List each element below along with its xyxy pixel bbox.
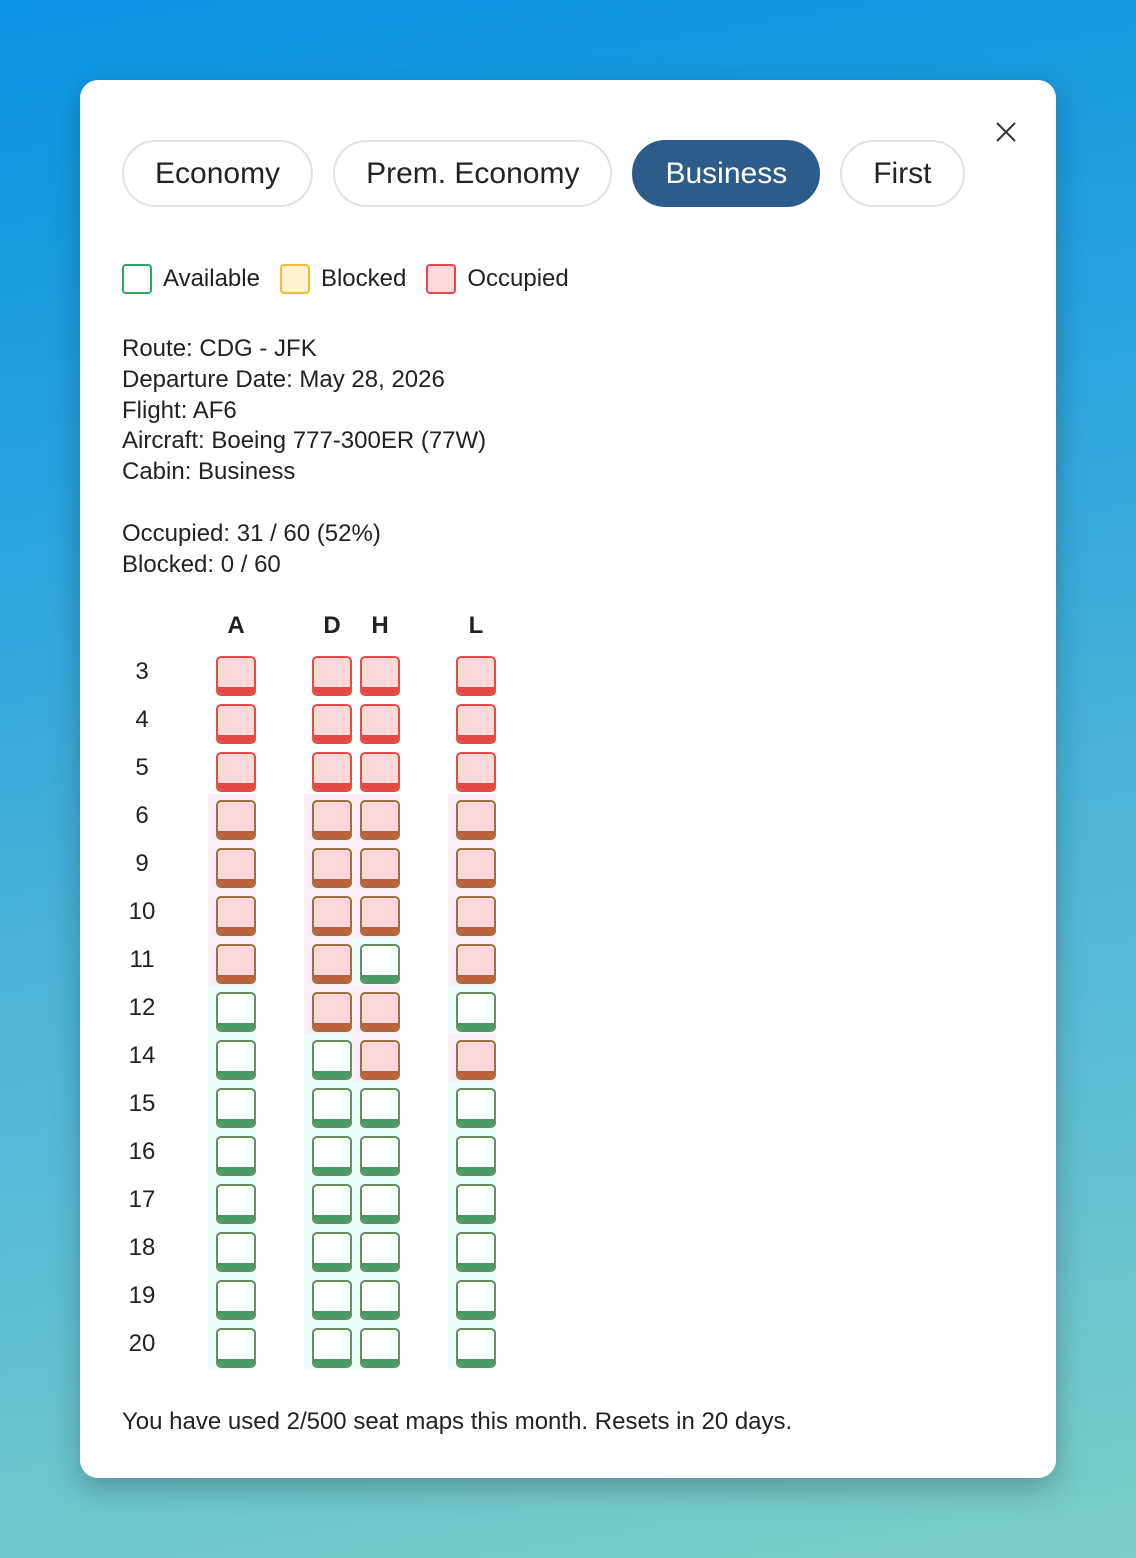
seat-20l-available[interactable] bbox=[456, 1328, 496, 1368]
seat-cell bbox=[448, 1034, 496, 1082]
seat-cell bbox=[352, 1226, 400, 1274]
seat-cell bbox=[448, 1082, 496, 1130]
seat-cell bbox=[304, 1130, 352, 1178]
seat-cell bbox=[304, 842, 352, 890]
seat-5l-occupied[interactable] bbox=[456, 752, 496, 792]
seat-11d-occupied[interactable] bbox=[312, 944, 352, 984]
flight-text: Flight: AF6 bbox=[122, 396, 237, 424]
seat-cell bbox=[208, 698, 256, 746]
row-number: 20 bbox=[128, 1330, 156, 1357]
seat-16l-available[interactable] bbox=[456, 1136, 496, 1176]
seat-cell bbox=[352, 938, 400, 986]
cabin-tabs bbox=[122, 140, 965, 207]
seat-cell bbox=[304, 1082, 352, 1130]
seat-10a-occupied[interactable] bbox=[216, 896, 256, 936]
seat-row bbox=[80, 794, 580, 842]
seat-cell bbox=[352, 1082, 400, 1130]
seat-16h-available[interactable] bbox=[360, 1136, 400, 1176]
occupied-swatch-icon bbox=[426, 264, 456, 294]
seat-cell bbox=[208, 842, 256, 890]
seat-12l-available[interactable] bbox=[456, 992, 496, 1032]
seat-cell bbox=[208, 1226, 256, 1274]
seat-4l-occupied[interactable] bbox=[456, 704, 496, 744]
row-number: 6 bbox=[135, 802, 149, 829]
row-number: 9 bbox=[135, 850, 149, 877]
seat-18l-available[interactable] bbox=[456, 1232, 496, 1272]
seat-cell bbox=[352, 1178, 400, 1226]
seat-row bbox=[80, 698, 580, 746]
seat-17a-available[interactable] bbox=[216, 1184, 256, 1224]
seat-cell bbox=[208, 938, 256, 986]
seat-cell bbox=[304, 1322, 352, 1370]
flight-info bbox=[122, 334, 486, 580]
row-number: 12 bbox=[128, 994, 156, 1021]
cabin-text: Cabin: Business bbox=[122, 458, 296, 486]
seat-cell bbox=[448, 1226, 496, 1274]
seat-17l-available[interactable] bbox=[456, 1184, 496, 1224]
seat-14l-occupied[interactable] bbox=[456, 1040, 496, 1080]
row-number: 3 bbox=[135, 658, 149, 685]
row-number: 19 bbox=[128, 1282, 156, 1309]
seat-cell bbox=[208, 794, 256, 842]
seat-9l-occupied[interactable] bbox=[456, 848, 496, 888]
seat-cell bbox=[448, 1178, 496, 1226]
seat-20a-available[interactable] bbox=[216, 1328, 256, 1368]
seat-10l-occupied[interactable] bbox=[456, 896, 496, 936]
seat-cell bbox=[304, 746, 352, 794]
seat-cell bbox=[352, 842, 400, 890]
seat-9d-occupied[interactable] bbox=[312, 848, 352, 888]
seat-14h-occupied[interactable] bbox=[360, 1040, 400, 1080]
seat-cell bbox=[208, 890, 256, 938]
seat-cell bbox=[352, 986, 400, 1034]
seat-cell bbox=[208, 1178, 256, 1226]
seat-map-modal bbox=[80, 80, 1056, 1478]
seat-3l-occupied[interactable] bbox=[456, 656, 496, 696]
route-text: Route: CDG - JFK bbox=[122, 335, 317, 362]
occupied-stat: Occupied: 31 / 60 (52%) bbox=[122, 519, 381, 547]
seat-6l-occupied[interactable] bbox=[456, 800, 496, 840]
seat-6d-occupied[interactable] bbox=[312, 800, 352, 840]
tab-first[interactable]: First bbox=[840, 140, 964, 207]
seat-cell bbox=[304, 938, 352, 986]
legend-label: Blocked bbox=[320, 265, 407, 292]
seat-cell bbox=[208, 1082, 256, 1130]
seat-17h-available[interactable] bbox=[360, 1184, 400, 1224]
seat-16a-available[interactable] bbox=[216, 1136, 256, 1176]
seat-cell bbox=[304, 698, 352, 746]
seat-cell bbox=[352, 794, 400, 842]
seat-14a-available[interactable] bbox=[216, 1040, 256, 1080]
usage-footer: You have used 2/500 seat maps this month. Resets in 20 days. bbox=[122, 1408, 793, 1435]
row-number: 18 bbox=[128, 1234, 156, 1261]
seat-20h-available[interactable] bbox=[360, 1328, 400, 1368]
seat-cell bbox=[304, 986, 352, 1034]
row-number: 14 bbox=[128, 1042, 156, 1069]
seat-11l-occupied[interactable] bbox=[456, 944, 496, 984]
seat-15l-available[interactable] bbox=[456, 1088, 496, 1128]
seat-6h-occupied[interactable] bbox=[360, 800, 400, 840]
seat-row bbox=[80, 1034, 580, 1082]
seat-19h-available[interactable] bbox=[360, 1280, 400, 1320]
seat-cell bbox=[448, 938, 496, 986]
seat-cell bbox=[304, 1274, 352, 1322]
legend-available bbox=[122, 264, 260, 294]
seat-cell bbox=[448, 650, 496, 698]
seat-cell bbox=[208, 1274, 256, 1322]
seat-10d-occupied[interactable] bbox=[312, 896, 352, 936]
seat-15h-available[interactable] bbox=[360, 1088, 400, 1128]
seat-cell bbox=[304, 650, 352, 698]
seat-15a-available[interactable] bbox=[216, 1088, 256, 1128]
row-number: 16 bbox=[128, 1138, 156, 1165]
row-number: 17 bbox=[128, 1186, 156, 1213]
seat-15d-available[interactable] bbox=[312, 1088, 352, 1128]
seat-cell bbox=[448, 1274, 496, 1322]
seat-4h-occupied[interactable] bbox=[360, 704, 400, 744]
seat-cell bbox=[352, 1274, 400, 1322]
seat-10h-occupied[interactable] bbox=[360, 896, 400, 936]
seat-row bbox=[80, 1178, 580, 1226]
seat-cell bbox=[448, 1130, 496, 1178]
seat-row bbox=[80, 746, 580, 794]
seat-12a-available[interactable] bbox=[216, 992, 256, 1032]
seat-11h-available[interactable] bbox=[360, 944, 400, 984]
seat-row bbox=[80, 938, 580, 986]
seat-cell bbox=[448, 794, 496, 842]
seat-4a-occupied[interactable] bbox=[216, 704, 256, 744]
seat-cell bbox=[208, 746, 256, 794]
seat-cell bbox=[352, 650, 400, 698]
close-x-icon bbox=[992, 118, 1020, 146]
seat-cell bbox=[352, 1322, 400, 1370]
seat-cell bbox=[448, 746, 496, 794]
seat-cell bbox=[448, 842, 496, 890]
row-number: 11 bbox=[129, 946, 155, 973]
seat-cell bbox=[304, 1226, 352, 1274]
seat-5d-occupied[interactable] bbox=[312, 752, 352, 792]
seat-cell bbox=[352, 1034, 400, 1082]
seat-row bbox=[80, 1130, 580, 1178]
legend-blocked bbox=[280, 264, 406, 294]
tab-business[interactable]: Business bbox=[632, 140, 820, 207]
seat-row bbox=[80, 890, 580, 938]
seat-row bbox=[80, 650, 580, 698]
seat-3h-occupied[interactable] bbox=[360, 656, 400, 696]
seat-18d-available[interactable] bbox=[312, 1232, 352, 1272]
legend-label: Available bbox=[163, 265, 260, 292]
seat-cell bbox=[208, 986, 256, 1034]
seat-5h-occupied[interactable] bbox=[360, 752, 400, 792]
seat-row bbox=[80, 986, 580, 1034]
seat-cell bbox=[448, 890, 496, 938]
seat-19a-available[interactable] bbox=[216, 1280, 256, 1320]
seat-11a-occupied[interactable] bbox=[216, 944, 256, 984]
seat-4d-occupied[interactable] bbox=[312, 704, 352, 744]
seat-16d-available[interactable] bbox=[312, 1136, 352, 1176]
seat-12d-occupied[interactable] bbox=[312, 992, 352, 1032]
seat-18a-available[interactable] bbox=[216, 1232, 256, 1272]
tab-economy[interactable]: Economy bbox=[122, 140, 313, 207]
legend-label: Occupied bbox=[467, 265, 569, 292]
seat-cell bbox=[448, 698, 496, 746]
seat-cell bbox=[304, 890, 352, 938]
seat-20d-available[interactable] bbox=[312, 1328, 352, 1368]
seat-row bbox=[80, 1226, 580, 1274]
seat-cell bbox=[304, 1178, 352, 1226]
seat-cell bbox=[448, 1322, 496, 1370]
column-header-l: L bbox=[468, 612, 484, 639]
seat-3a-occupied[interactable] bbox=[216, 656, 256, 696]
legend-occupied bbox=[426, 264, 568, 294]
tab-premium-economy[interactable]: Prem. Economy bbox=[333, 140, 612, 207]
seat-12h-occupied[interactable] bbox=[360, 992, 400, 1032]
seat-cell bbox=[352, 890, 400, 938]
seat-14d-available[interactable] bbox=[312, 1040, 352, 1080]
seat-cell bbox=[304, 1034, 352, 1082]
seat-row bbox=[80, 1274, 580, 1322]
seat-cell bbox=[208, 1130, 256, 1178]
blocked-stat: Blocked: 0 / 60 bbox=[122, 550, 281, 578]
close-button[interactable] bbox=[992, 118, 1020, 146]
seat-9h-occupied[interactable] bbox=[360, 848, 400, 888]
seat-cell bbox=[448, 986, 496, 1034]
aircraft-text: Aircraft: Boeing 777-300ER (77W) bbox=[122, 427, 487, 455]
seat-legend bbox=[122, 264, 589, 294]
seat-19l-available[interactable] bbox=[456, 1280, 496, 1320]
seat-row bbox=[80, 1082, 580, 1130]
seat-3d-occupied[interactable] bbox=[312, 656, 352, 696]
seat-17d-available[interactable] bbox=[312, 1184, 352, 1224]
seat-cell bbox=[352, 746, 400, 794]
seat-row bbox=[80, 842, 580, 890]
column-header-h: H bbox=[371, 612, 389, 639]
seat-19d-available[interactable] bbox=[312, 1280, 352, 1320]
column-header-d: D bbox=[323, 612, 341, 639]
seat-6a-occupied[interactable] bbox=[216, 800, 256, 840]
seat-cell bbox=[208, 1034, 256, 1082]
row-number: 5 bbox=[135, 754, 149, 781]
column-header-a: A bbox=[227, 612, 245, 639]
available-swatch-icon bbox=[122, 264, 152, 294]
seat-cell bbox=[208, 650, 256, 698]
seat-cell bbox=[352, 698, 400, 746]
departure-date-text: Departure Date: May 28, 2026 bbox=[122, 365, 445, 393]
row-number: 15 bbox=[128, 1090, 156, 1117]
seat-cell bbox=[304, 794, 352, 842]
seat-row bbox=[80, 1322, 580, 1370]
row-number: 10 bbox=[128, 898, 156, 925]
seat-cell bbox=[208, 1322, 256, 1370]
seat-cell bbox=[352, 1130, 400, 1178]
seat-5a-occupied[interactable] bbox=[216, 752, 256, 792]
seat-18h-available[interactable] bbox=[360, 1232, 400, 1272]
row-number: 4 bbox=[135, 706, 149, 733]
seat-9a-occupied[interactable] bbox=[216, 848, 256, 888]
blocked-swatch-icon bbox=[280, 264, 310, 294]
